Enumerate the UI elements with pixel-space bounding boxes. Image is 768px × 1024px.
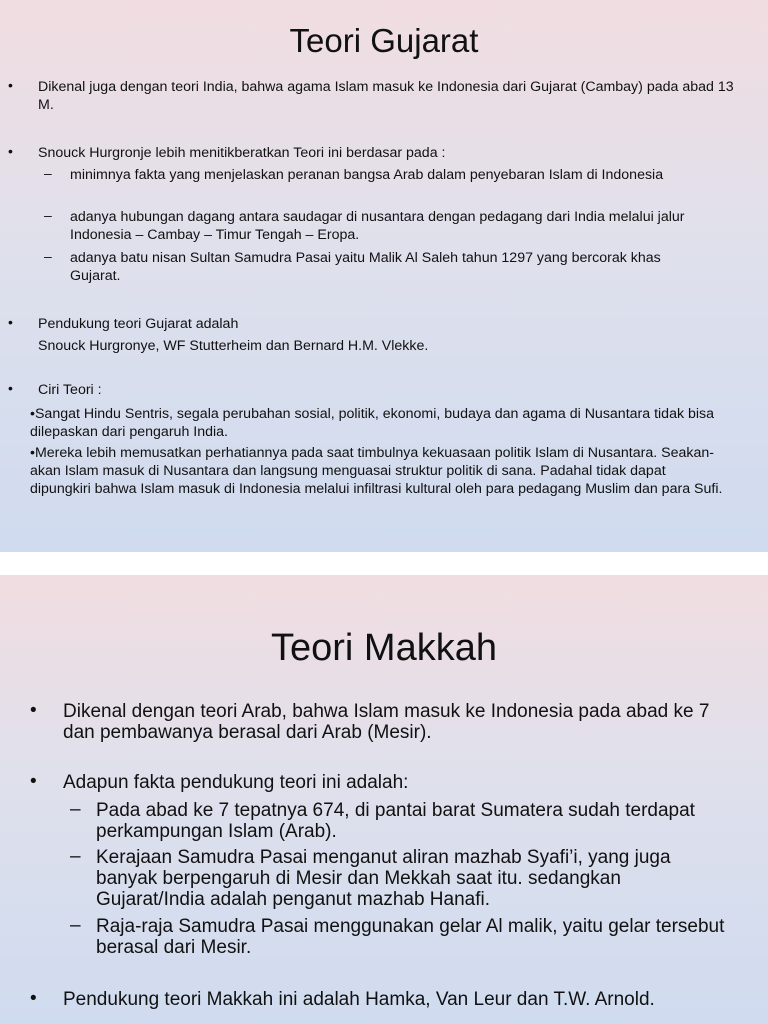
sub-item-3: adanya batu nisan Sultan Samudra Pasai yaitu Malik Al Saleh tahun 1297 yang bercorak khas Gujarat. [70, 250, 661, 284]
slide-title: Teori Gujarat [289, 22, 479, 59]
bullet-marker: • [8, 314, 13, 330]
slide-separator [0, 552, 768, 575]
paragraph-hurgronje: Snouck Hurgronje lebih menitikberatkan Teori ini berdasar pada : [38, 145, 446, 161]
paragraph-supporters-label: Pendukung teori Gujarat adalah [38, 316, 239, 332]
sub-item-2: adanya hubungan dagang antara saudagar di nusantara dengan pedagang dari India melalui jalur Indonesia – Cambay – Timur Tengah – Eropa. [70, 209, 685, 243]
slide-title: Teori Makkah [271, 627, 497, 669]
slide-teori-makkah [0, 575, 768, 1024]
paragraph-supporters: Pendukung teori Makkah ini adalah Hamka, Van Leur dan T.W. Arnold. [63, 989, 655, 1010]
dash-marker: – [70, 799, 81, 820]
dash-marker: – [44, 248, 52, 264]
bullet-marker: • [8, 77, 13, 93]
sub-item-1: Pada abad ke 7 tepatnya 674, di pantai barat Sumatera sudah terdapat perkampungan Islam (Arab). [96, 800, 695, 842]
paragraph-supporters: Snouck Hurgronye, WF Stutterheim dan Bernard H.M. Vlekke. [38, 338, 429, 354]
dash-marker: – [44, 165, 52, 181]
sub-item-2: Kerajaan Samudra Pasai menganut aliran mazhab Syafi’i, yang juga banyak berpengaruh di Mesir dan Mekkah saat itu. sedangkan Gujarat/India adalah penganut mazhab Hanafi. [96, 847, 671, 910]
paragraph-facts-label: Adapun fakta pendukung teori ini adalah: [63, 772, 409, 793]
ciri-item-1: •Sangat Hindu Sentris, segala perubahan sosial, politik, ekonomi, budaya dan agama di Nusantara tidak bisa dilepaskan dari pengaruh India. [30, 406, 715, 440]
paragraph-intro: Dikenal juga dengan teori India, bahwa agama Islam masuk ke Indonesia dari Gujarat (Cambay) pada abad 13 M. [38, 79, 734, 113]
bullet-marker: • [30, 700, 37, 721]
bullet-marker: • [30, 988, 37, 1009]
paragraph-ciri-label: Ciri Teori : [38, 382, 102, 398]
bullet-marker: • [8, 143, 13, 159]
sub-item-3: Raja-raja Samudra Pasai menggunakan gelar Al malik, yaitu gelar tersebut berasal dari Mesir. [96, 916, 725, 958]
ciri-item-2: •Mereka lebih memusatkan perhatiannya pada saat timbulnya kekuasaan politik Islam di Nusantara. Seakan-akan Islam masuk di Nusantara dan langsung menguasai struktur politik di sana. Padahal tidak dapat dipungkiri bahwa Islam masuk di Indonesia melalui infiltrasi kultural oleh para pedagang Muslim dan para Sufi. [30, 445, 723, 497]
dash-marker: – [70, 915, 81, 936]
bullet-marker: • [30, 771, 37, 792]
sub-item-1: minimnya fakta yang menjelaskan peranan bangsa Arab dalam penyebaran Islam di Indonesia [70, 167, 664, 183]
dash-marker: – [70, 846, 81, 867]
paragraph-intro: Dikenal dengan teori Arab, bahwa Islam masuk ke Indonesia pada abad ke 7 dan pembawanya berasal dari Arab (Mesir). [63, 701, 710, 743]
dash-marker: – [44, 207, 52, 223]
bullet-marker: • [8, 380, 13, 396]
